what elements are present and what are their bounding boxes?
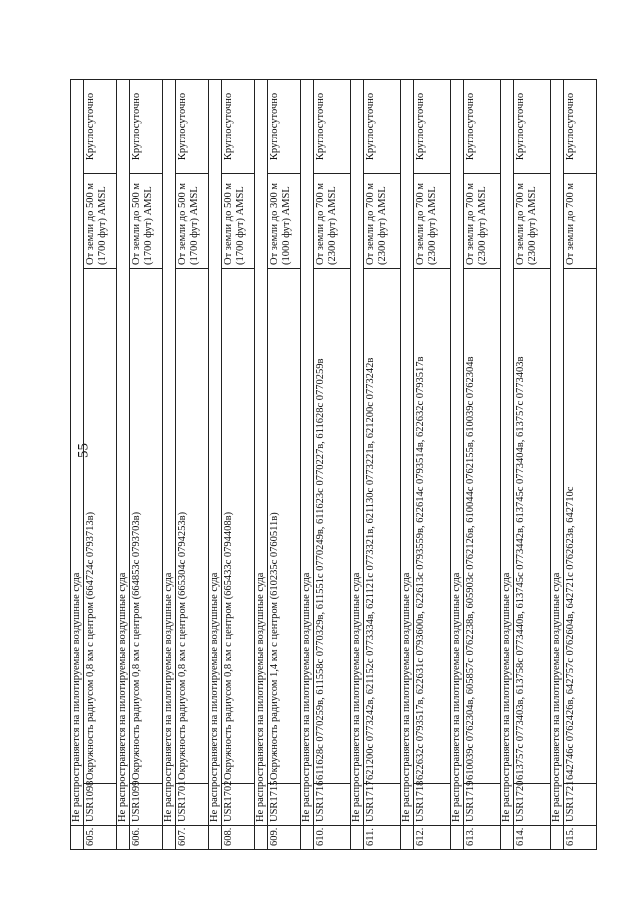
zone-code-cell: USR1098 bbox=[84, 784, 117, 826]
schedule-cell: Круглосуточно bbox=[314, 79, 351, 173]
table-row bbox=[364, 79, 401, 849]
zone-description-cell: Окружность радиусом 0,8 км с центром (665433с 0794408в) bbox=[222, 269, 255, 784]
altitude-cell: От земли до 500 м (1700 фут) AMSL bbox=[176, 174, 209, 269]
zone-description-cell: 613757с 0773403в, 613758с 0773440в, 613745с 0773442в, 613745с 0773404в, 613757с 0773403в bbox=[514, 269, 551, 784]
table-row bbox=[464, 79, 501, 849]
schedule-cell: Круглосуточно bbox=[268, 79, 301, 173]
note-cell: Не распространяется на пилотируемые воздушные суда bbox=[301, 79, 314, 825]
zone-description-cell: 642746с 0762426в, 642757с 0762604в, 642721с 0762623в, 642710с bbox=[564, 269, 597, 784]
zone-description-cell: Окружность радиусом 1,4 км с центром (610235с 0760511в) bbox=[268, 269, 301, 784]
altitude-cell: От земли до 500 м (1700 фут) AMSL bbox=[84, 174, 117, 269]
table-note-row bbox=[401, 79, 414, 849]
row-number-cell: 605. bbox=[84, 826, 117, 850]
row-number-cell: 610. bbox=[314, 826, 351, 850]
zone-description-cell: Окружность радиусом 0,8 км с центром (664853с 0793703в) bbox=[130, 269, 163, 784]
table-row bbox=[268, 79, 301, 849]
schedule-cell: Круглосуточно bbox=[130, 79, 163, 173]
table-note-row bbox=[255, 79, 268, 849]
table-note-row bbox=[163, 79, 176, 849]
note-cell: Не распространяется на пилотируемые воздушные суда bbox=[401, 79, 414, 825]
zone-code-cell: USR1717 bbox=[364, 784, 401, 826]
zone-code-cell: USR1715 bbox=[268, 784, 301, 826]
note-cell: Не распространяется на пилотируемые воздушные суда bbox=[551, 79, 564, 825]
schedule-cell: Круглосуточно bbox=[176, 79, 209, 173]
table-note-row bbox=[351, 79, 364, 849]
note-spacer-cell bbox=[209, 826, 222, 850]
table-note-row bbox=[301, 79, 314, 849]
table-body bbox=[71, 79, 597, 849]
table-note-row bbox=[551, 79, 564, 849]
note-cell: Не распространяется на пилотируемые воздушные суда bbox=[351, 79, 364, 825]
note-spacer-cell bbox=[117, 826, 130, 850]
note-cell: Не распространяется на пилотируемые воздушные суда bbox=[501, 79, 514, 825]
table-note-row bbox=[209, 79, 222, 849]
row-number-cell: 611. bbox=[364, 826, 401, 850]
table-row bbox=[130, 79, 163, 849]
note-spacer-cell bbox=[351, 826, 364, 850]
note-spacer-cell bbox=[163, 826, 176, 850]
zone-code-cell: USR1099 bbox=[130, 784, 163, 826]
restricted-areas-table bbox=[70, 79, 597, 850]
table-row bbox=[84, 79, 117, 849]
note-cell: Не распространяется на пилотируемые воздушные суда bbox=[117, 79, 130, 825]
rotated-page-content bbox=[70, 80, 582, 850]
table-note-row bbox=[501, 79, 514, 849]
zone-description-cell: Окружность радиусом 0,8 км с центром (664724с 0793713в) bbox=[84, 269, 117, 784]
zone-description-cell: 611628с 0770259в, 611558с 0770329в, 611551с 0770249в, 611623с 0770227в, 611628с 0770259в bbox=[314, 269, 351, 784]
note-spacer-cell bbox=[71, 826, 84, 850]
zone-code-cell: USR1702 bbox=[222, 784, 255, 826]
altitude-cell: От земли до 700 м (2300 фут) AMSL bbox=[464, 174, 501, 269]
row-number-cell: 615. bbox=[564, 826, 597, 850]
zone-description-cell: 621200с 0773242в, 621152с 0773334в, 621121с 0773321в, 621130с 0773221в, 621200с 0773242в bbox=[364, 269, 401, 784]
note-cell: Не распространяется на пилотируемые воздушные суда bbox=[71, 79, 84, 825]
note-spacer-cell bbox=[501, 826, 514, 850]
table-note-row bbox=[451, 79, 464, 849]
note-cell: Не распространяется на пилотируемые воздушные суда bbox=[163, 79, 176, 825]
row-number-cell: 606. bbox=[130, 826, 163, 850]
altitude-cell: От земли до 700 м (2300 фут) AMSL bbox=[314, 174, 351, 269]
row-number-cell: 613. bbox=[464, 826, 501, 850]
row-number-cell: 607. bbox=[176, 826, 209, 850]
zone-code-cell: USR1701 bbox=[176, 784, 209, 826]
note-spacer-cell bbox=[401, 826, 414, 850]
note-spacer-cell bbox=[551, 826, 564, 850]
row-number-cell: 612. bbox=[414, 826, 451, 850]
zone-code-cell: USR1718 bbox=[414, 784, 451, 826]
table-row bbox=[222, 79, 255, 849]
table-row bbox=[314, 79, 351, 849]
schedule-cell: Круглосуточно bbox=[464, 79, 501, 173]
note-spacer-cell bbox=[301, 826, 314, 850]
altitude-cell: От земли до 300 м (1000 фут) AMSL bbox=[268, 174, 301, 269]
zone-code-cell: USR1716 bbox=[314, 784, 351, 826]
zone-code-cell: USR1721 bbox=[564, 784, 597, 826]
schedule-cell: Круглосуточно bbox=[364, 79, 401, 173]
note-cell: Не распространяется на пилотируемые воздушные суда bbox=[209, 79, 222, 825]
zone-description-cell: 610039с 0762304в, 605857с 0762238в, 605903с 0762126в, 610044с 0762155в, 610039с 0762304в bbox=[464, 269, 501, 784]
zone-description-cell: 622632с 0793517в, 622631с 0793600в, 622613с 0793559в, 622614с 0793514в, 622632с 0793517в bbox=[414, 269, 451, 784]
altitude-cell: От земли до 700 м (2300 фут) AMSL bbox=[414, 174, 451, 269]
zone-description-cell: Окружность радиусом 0,8 км с центром (665304с 0794253в) bbox=[176, 269, 209, 784]
note-spacer-cell bbox=[255, 826, 268, 850]
note-spacer-cell bbox=[451, 826, 464, 850]
table-note-row bbox=[117, 79, 130, 849]
altitude-cell: От земли до 700 м (2300 фут) AMSL bbox=[364, 174, 401, 269]
altitude-cell: От земли до 500 м (1700 фут) AMSL bbox=[130, 174, 163, 269]
table-row bbox=[176, 79, 209, 849]
zone-code-cell: USR1720 bbox=[514, 784, 551, 826]
row-number-cell: 608. bbox=[222, 826, 255, 850]
altitude-cell: От земли до 700 м bbox=[564, 174, 597, 269]
schedule-cell: Круглосуточно bbox=[84, 79, 117, 173]
note-cell: Не распространяется на пилотируемые воздушные суда bbox=[255, 79, 268, 825]
altitude-cell: От земли до 500 м (1700 фут) AMSL bbox=[222, 174, 255, 269]
row-number-cell: 609. bbox=[268, 826, 301, 850]
schedule-cell: Круглосуточно bbox=[564, 79, 597, 173]
table-row bbox=[514, 79, 551, 849]
schedule-cell: Круглосуточно bbox=[514, 79, 551, 173]
row-number-cell: 614. bbox=[514, 826, 551, 850]
table-note-row bbox=[71, 79, 84, 849]
table-row bbox=[564, 79, 597, 849]
page-number: 55 bbox=[75, 443, 92, 458]
zone-code-cell: USR1719 bbox=[464, 784, 501, 826]
note-cell: Не распространяется на пилотируемые воздушные суда bbox=[451, 79, 464, 825]
schedule-cell: Круглосуточно bbox=[222, 79, 255, 173]
table-row bbox=[414, 79, 451, 849]
altitude-cell: От земли до 700 м (2300 фут) AMSL bbox=[514, 174, 551, 269]
schedule-cell: Круглосуточно bbox=[414, 79, 451, 173]
